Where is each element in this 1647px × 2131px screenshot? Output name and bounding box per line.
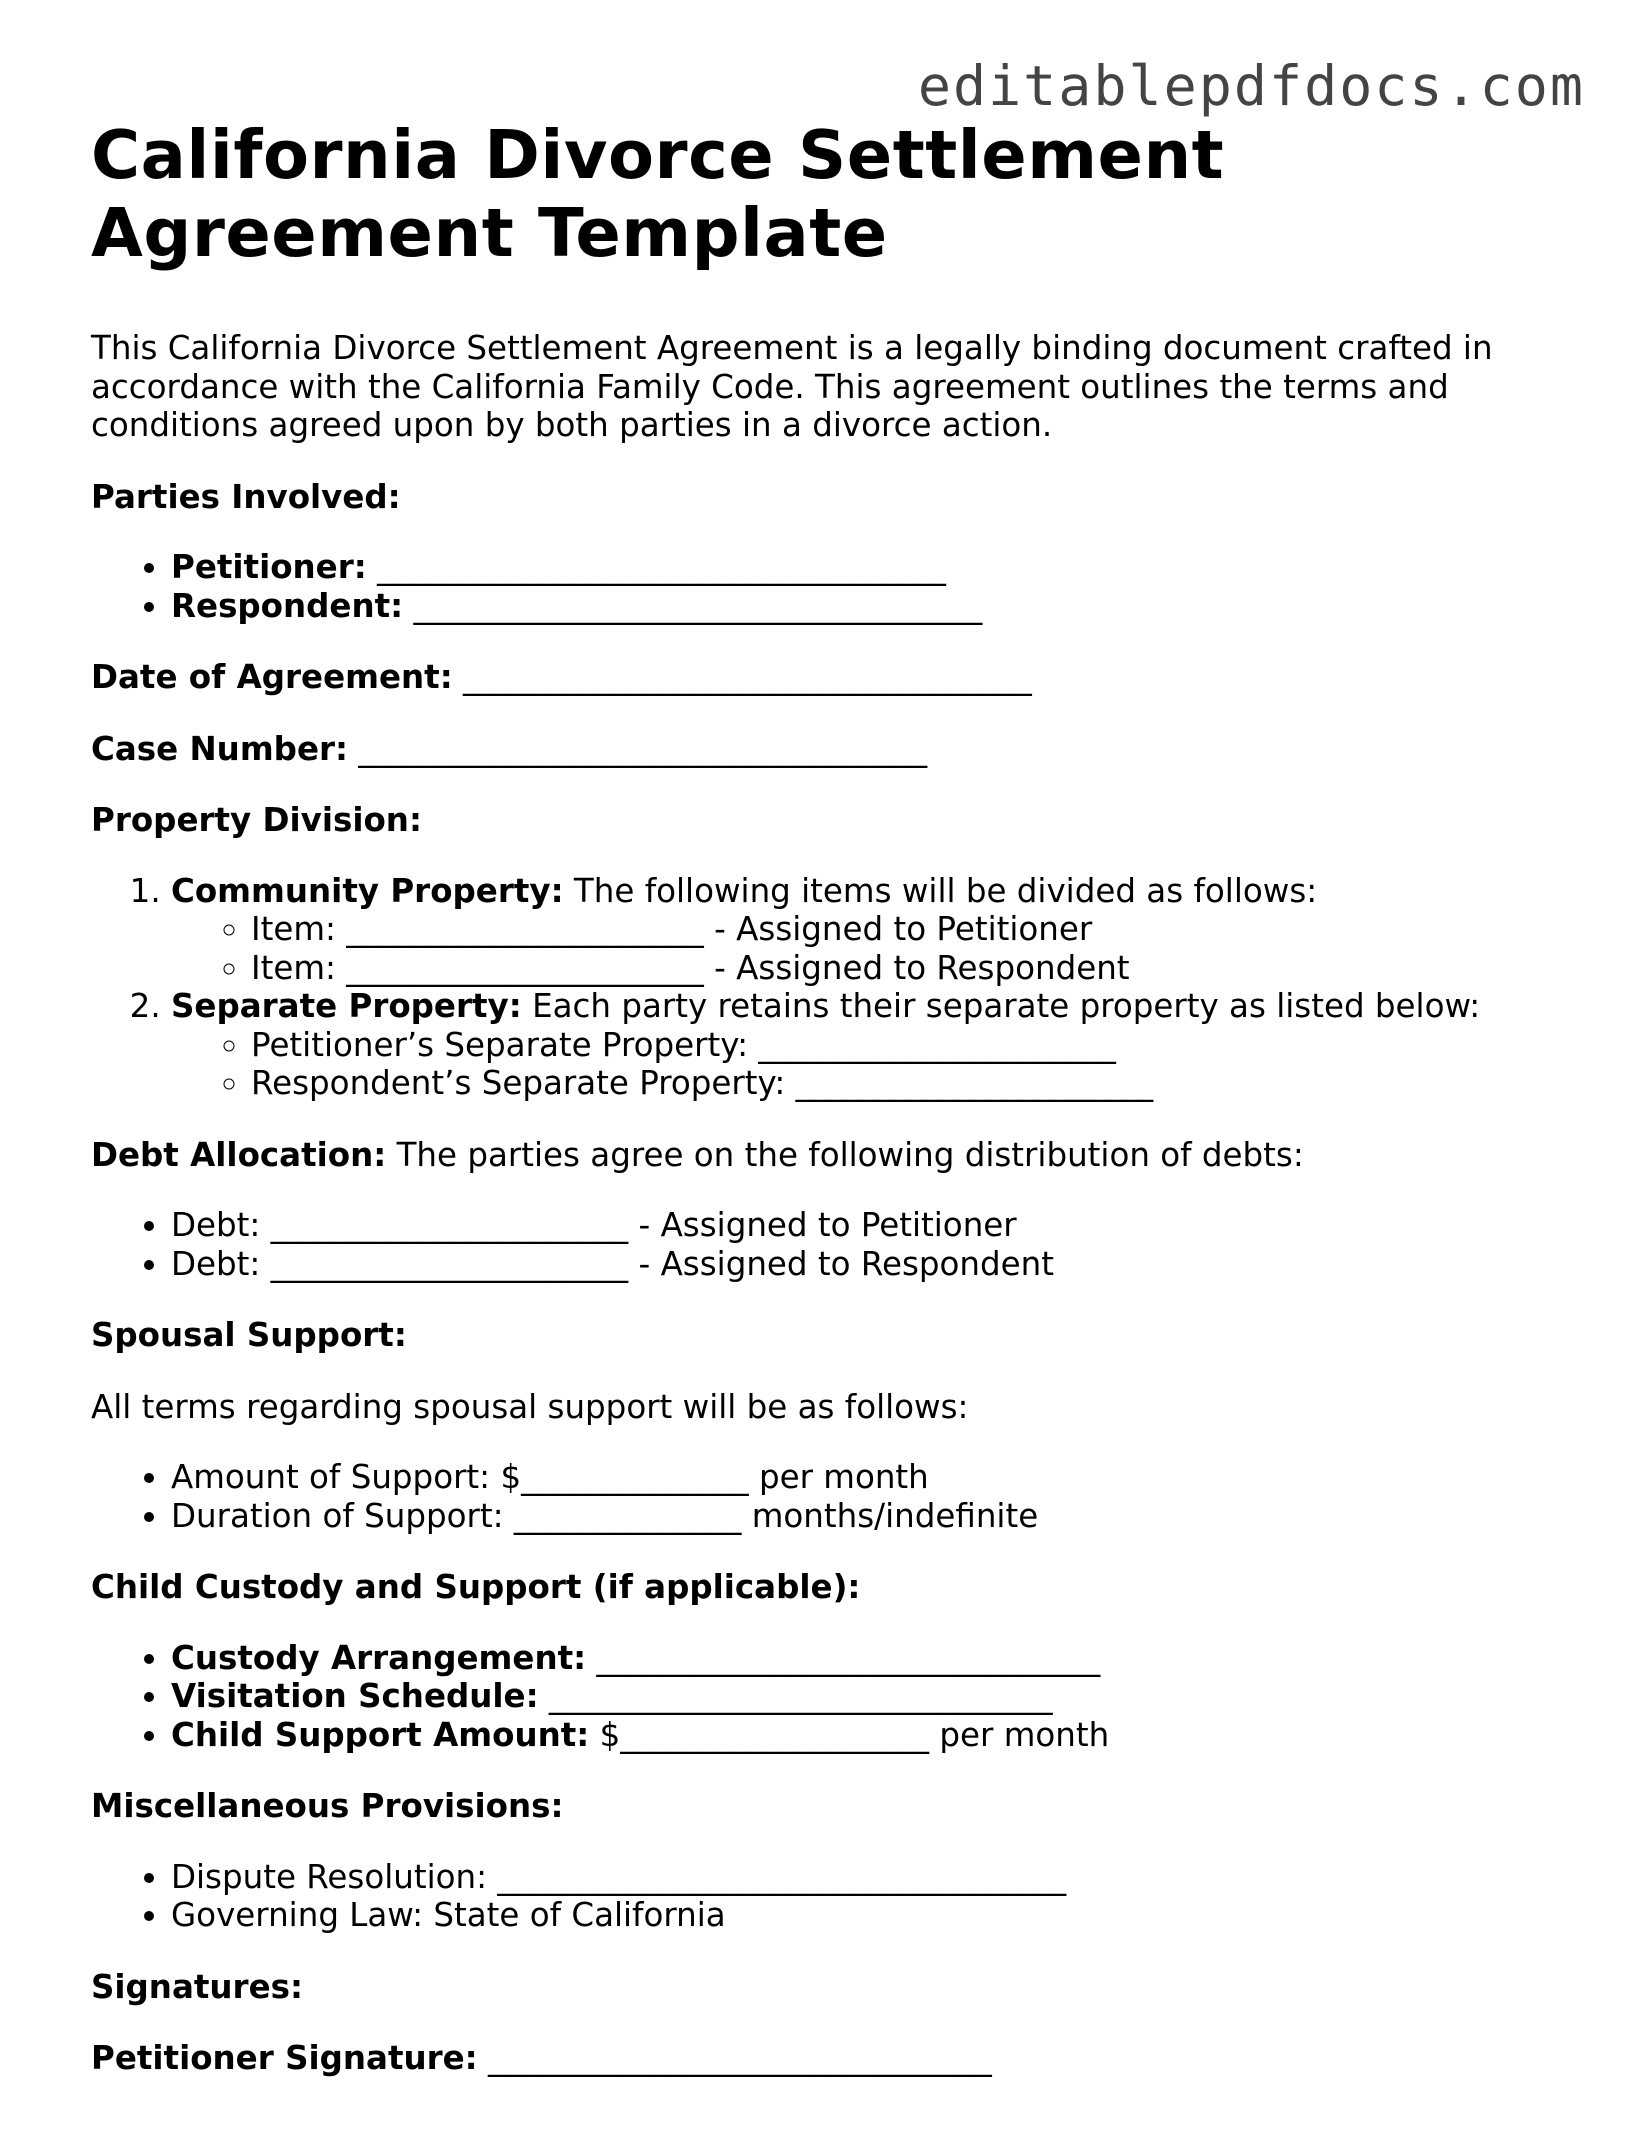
debt-item-petitioner[interactable]: • Debt: ______________________ - Assigned to Petitioner bbox=[171, 1206, 1561, 1245]
document-page bbox=[91, 116, 1561, 2078]
community-property-item bbox=[171, 872, 1561, 988]
spousal-heading: Spousal Support: bbox=[91, 1316, 407, 1354]
community-item-petitioner[interactable]: ◦ Item: ______________________ - Assigned to Petitioner bbox=[251, 910, 1561, 949]
community-label: Community Property: bbox=[171, 871, 564, 910]
respondent-label: Respondent: bbox=[171, 586, 404, 625]
child-support-blank[interactable]: $___________________ per month bbox=[589, 1715, 1110, 1754]
separate-sublist bbox=[171, 1026, 1561, 1103]
debt-allocation bbox=[91, 1136, 1561, 1175]
custody-label: Custody Arrangement: bbox=[171, 1638, 587, 1677]
date-blank[interactable]: ___________________________________ bbox=[452, 658, 1032, 696]
child-support-field[interactable] bbox=[171, 1716, 1561, 1755]
misc-heading: Miscellaneous Provisions: bbox=[91, 1787, 564, 1825]
community-item-respondent[interactable]: ◦ Item: ______________________ - Assigned to Respondent bbox=[251, 949, 1561, 988]
property-list bbox=[91, 872, 1561, 1103]
misc-list bbox=[91, 1858, 1561, 1935]
child-support-label: Child Support Amount: bbox=[171, 1715, 590, 1754]
separate-text: Each party retains their separate property as listed below: bbox=[521, 987, 1481, 1025]
respondent-field[interactable] bbox=[171, 587, 1561, 626]
petitioner-signature bbox=[91, 2039, 1561, 2078]
petitioner-signature-label: Petitioner Signature: bbox=[91, 2039, 478, 2077]
respondent-blank[interactable]: ___________________________________ bbox=[403, 586, 983, 625]
separate-item-petitioner[interactable]: ◦ Petitioner’s Separate Property: ______________________ bbox=[251, 1026, 1561, 1065]
petitioner-label: Petitioner: bbox=[171, 548, 367, 586]
petitioner-blank[interactable]: ___________________________________ bbox=[366, 548, 946, 586]
petitioner-field[interactable] bbox=[171, 548, 1561, 587]
signatures-heading: Signatures: bbox=[91, 1967, 303, 2006]
custody-field[interactable] bbox=[171, 1639, 1561, 1678]
community-sublist bbox=[171, 910, 1561, 987]
debt-label: Debt Allocation: bbox=[91, 1135, 387, 1174]
community-text: The following items will be divided as follows: bbox=[563, 871, 1318, 910]
separate-item-respondent[interactable]: ◦ Respondent’s Separate Property: ______________________ bbox=[251, 1064, 1561, 1103]
parties-heading: Parties Involved: bbox=[91, 477, 401, 516]
debt-text: The parties agree on the following distribution of debts: bbox=[386, 1135, 1304, 1174]
document-title bbox=[91, 116, 1561, 272]
spousal-amount[interactable]: • Amount of Support: $______________ per month bbox=[171, 1458, 1561, 1497]
case-number bbox=[91, 730, 1561, 769]
title-line-1: California Divorce Settlement bbox=[91, 116, 1225, 194]
visitation-label: Visitation Schedule: bbox=[171, 1677, 539, 1715]
visitation-blank[interactable]: _______________________________ bbox=[538, 1677, 1053, 1715]
governing-law: • Governing Law: State of California bbox=[171, 1896, 1561, 1935]
custody-blank[interactable]: _______________________________ bbox=[586, 1638, 1101, 1677]
parties-list bbox=[91, 548, 1561, 625]
child-heading: Child Custody and Support (if applicable): bbox=[91, 1568, 861, 1606]
separate-property-item bbox=[171, 987, 1561, 1103]
spousal-duration[interactable]: • Duration of Support: ______________ months/indefinite bbox=[171, 1497, 1561, 1536]
case-label: Case Number: bbox=[91, 729, 349, 768]
title-line-2: Agreement Template bbox=[91, 194, 888, 272]
intro-paragraph: This California Divorce Settlement Agreement is a legally binding document crafted in accordance with the California Family Code. This agreement outlines the terms and conditions agreed upon by both parties in a divorce action. bbox=[91, 329, 1493, 444]
spousal-text: All terms regarding spousal support will be as follows: bbox=[91, 1387, 969, 1426]
case-blank[interactable]: ___________________________________ bbox=[348, 729, 928, 768]
date-label: Date of Agreement: bbox=[91, 658, 453, 696]
visitation-field[interactable] bbox=[171, 1677, 1561, 1716]
property-heading: Property Division: bbox=[91, 801, 422, 839]
child-list bbox=[91, 1639, 1561, 1755]
debt-list bbox=[91, 1206, 1561, 1283]
date-of-agreement bbox=[91, 658, 1561, 697]
watermark: editablepdfdocs.com bbox=[917, 54, 1585, 118]
spousal-list bbox=[91, 1458, 1561, 1535]
debt-item-respondent[interactable]: • Debt: ______________________ - Assigned to Respondent bbox=[171, 1245, 1561, 1284]
separate-label: Separate Property: bbox=[171, 987, 522, 1025]
dispute-resolution-field[interactable]: • Dispute Resolution: ___________________________________ bbox=[171, 1858, 1561, 1897]
petitioner-signature-blank[interactable]: _______________________________ bbox=[477, 2039, 992, 2077]
